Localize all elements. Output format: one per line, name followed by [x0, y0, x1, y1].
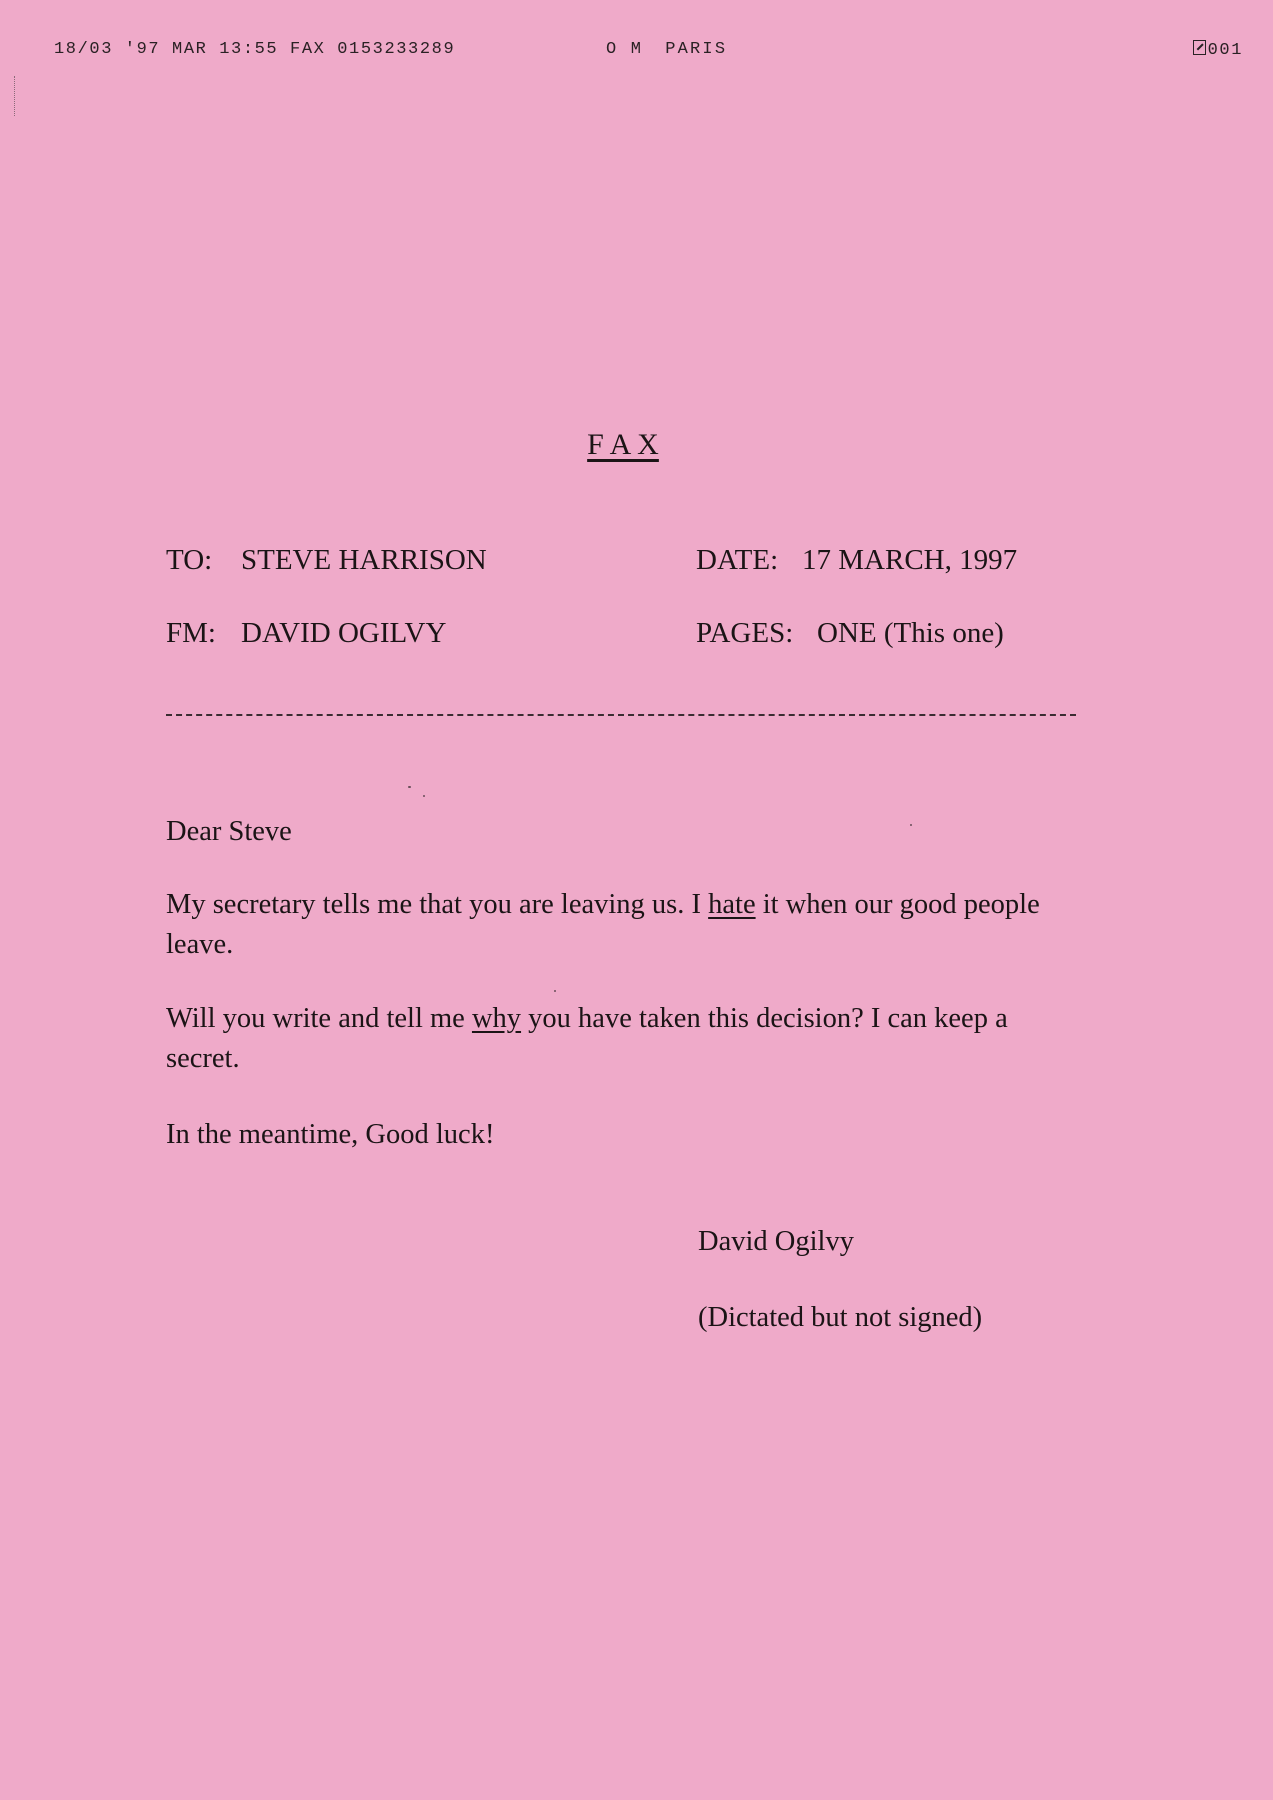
salutation: Dear Steve — [166, 816, 292, 847]
emphasis-why: why — [471, 1003, 522, 1034]
scan-speck — [554, 990, 556, 992]
date-field — [696, 544, 1017, 577]
to-field — [166, 544, 487, 577]
scan-speck — [408, 786, 411, 788]
page-title: F A X — [587, 428, 659, 461]
fax-sender-id — [606, 40, 727, 59]
paragraph-2 — [166, 999, 1086, 1079]
emphasis-hate: hate — [708, 889, 756, 920]
fax-sender-city: PARIS — [665, 40, 728, 59]
from-field — [166, 617, 446, 650]
signature-name: David Ogilvy — [698, 1226, 854, 1257]
paragraph-1 — [166, 885, 1086, 965]
page-counter-value: 001 — [1207, 41, 1243, 60]
page-icon — [1193, 40, 1206, 55]
scan-speck — [423, 795, 425, 797]
paragraph-2-start: Will you write and tell me — [166, 1003, 472, 1034]
fax-page-counter — [1193, 40, 1243, 60]
date-label: DATE: — [696, 544, 779, 576]
from-value: DAVID OGILVY — [241, 617, 447, 649]
paragraph-2-end: you have taken this decision? I can keep a secret. — [166, 1003, 1008, 1074]
from-label: FM: — [166, 617, 216, 649]
pages-value: ONE (This one) — [817, 617, 1004, 649]
fax-sender-code: O M — [606, 40, 644, 59]
paragraph-1-end: it when our good people leave. — [166, 889, 1040, 960]
to-label: TO: — [166, 544, 213, 576]
dashed-divider — [166, 714, 1076, 716]
date-value: 17 MARCH, 1997 — [802, 544, 1018, 576]
signature-note: (Dictated but not signed) — [698, 1302, 983, 1333]
to-value: STEVE HARRISON — [241, 544, 487, 576]
scan-speck — [910, 824, 912, 826]
scan-edge-marks — [14, 76, 17, 116]
pages-label: PAGES: — [696, 617, 794, 649]
paragraph-1-start: My secretary tells me that you are leaving us. I — [166, 889, 709, 920]
paragraph-3: In the meantime, Good luck! — [166, 1119, 495, 1150]
pages-field — [696, 617, 1004, 650]
fax-transmission-timestamp: 18/03 '97 MAR 13:55 FAX 0153233289 — [54, 40, 456, 59]
